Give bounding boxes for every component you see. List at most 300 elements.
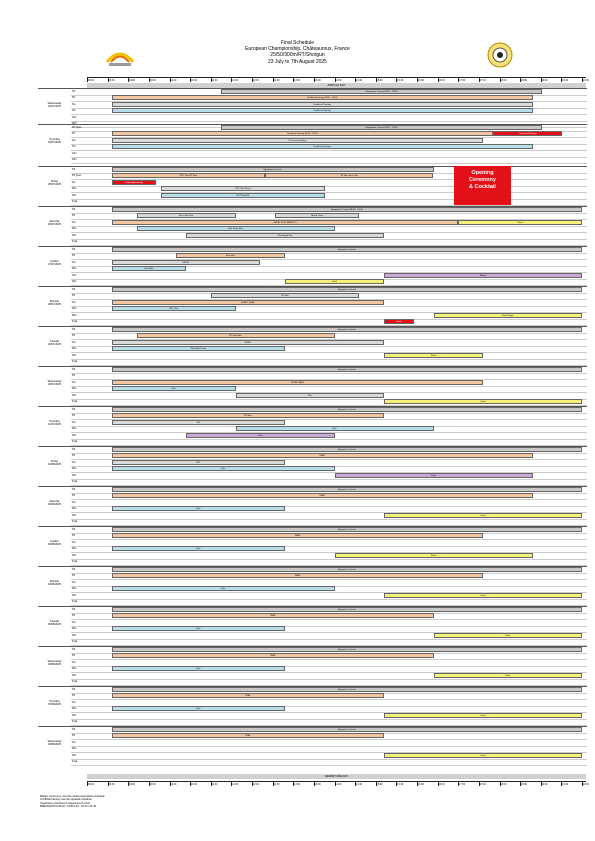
range-label: SG <box>72 109 76 112</box>
time-label: 12:30 <box>273 79 280 82</box>
schedule-event: 50m <box>112 506 285 511</box>
range-label: 25m <box>72 280 77 283</box>
range-label: TR <box>72 407 76 411</box>
range-label: 25m <box>72 307 77 310</box>
range-label: TR <box>72 727 76 731</box>
day-name: Monday <box>49 580 60 583</box>
schedule-event: RT Men <box>211 293 360 298</box>
day-name: Wednesday <box>47 660 62 663</box>
time-label: 15:30 <box>397 783 404 786</box>
schedule-event: PET 25m RF <box>161 193 324 198</box>
day-date: 25/07/2025 <box>48 183 61 187</box>
range-label: Final <box>72 480 78 483</box>
schedule-event: Equipment Control <box>112 327 582 332</box>
schedule-row <box>71 759 587 767</box>
header-dates: 23 July to 7th August 2025 <box>268 58 327 65</box>
range-label: 25m <box>72 393 77 397</box>
day-name: Wednesday <box>47 102 62 105</box>
day-label <box>38 340 71 346</box>
range-label: Final <box>72 600 78 603</box>
timeline-bottom <box>87 781 589 789</box>
day-date: 02/08/2025 <box>48 503 61 507</box>
day-name: Saturday <box>49 500 60 503</box>
schedule-event: Mixed <box>384 273 582 278</box>
schedule-event: Equipment Control <box>112 287 582 292</box>
range-label: SG <box>72 620 76 624</box>
range-label: 25m <box>72 673 77 677</box>
range-label: TR <box>72 167 76 171</box>
footer-note-3: Organisers schedule for Equipment Control <box>40 801 90 805</box>
time-label: 08:30 <box>108 783 115 786</box>
day-name: Sunday <box>50 540 59 543</box>
range-label: TR <box>72 327 76 331</box>
time-label: 08:00 <box>87 79 94 82</box>
time-label: 17:00 <box>459 783 466 786</box>
range-label: SG <box>72 102 76 106</box>
time-label: 12:00 <box>252 783 259 786</box>
day-date: 06/08/2025 <box>48 663 61 667</box>
time-label: 18:30 <box>520 79 527 82</box>
schedule-event: RT Men Run 10m <box>265 173 433 178</box>
schedule-event: 50m <box>112 546 285 551</box>
time-label: 13:00 <box>294 79 301 82</box>
schedule-event: 50m <box>112 586 335 591</box>
schedule-event: TRAP <box>112 453 533 458</box>
range-label: Final <box>72 440 78 443</box>
range-label: 25m <box>72 473 77 477</box>
day-name: Wednesday <box>47 380 62 383</box>
range-label: 50m <box>72 507 77 510</box>
range-label: 50m <box>72 747 77 750</box>
range-label: RT <box>72 654 76 657</box>
day-date: 28/07/2025 <box>48 303 61 307</box>
range-label: RT <box>72 132 76 135</box>
range-label: 10m <box>72 115 77 119</box>
opening-line1: Opening <box>471 170 494 176</box>
range-label: 25m <box>72 513 77 517</box>
range-label: 10m <box>72 151 77 155</box>
range-label: RT <box>72 254 76 257</box>
day-name: Friday <box>50 460 59 463</box>
schedule-event: Technical Meeting <box>493 131 562 136</box>
schedule-event: PET 25m RT Men <box>112 173 265 178</box>
day-date: 30/07/2025 <box>48 383 61 387</box>
time-label: 16:30 <box>438 783 445 786</box>
time-label: 09:00 <box>129 79 136 82</box>
day-date: 23/07/2025 <box>48 105 61 109</box>
day-label <box>38 220 71 226</box>
range-label: 50m <box>72 707 77 710</box>
day-label <box>38 540 71 546</box>
schedule-event: 50m <box>112 386 236 391</box>
range-label: 25m <box>72 233 77 237</box>
range-label: RT <box>72 734 76 737</box>
range-label: RT <box>72 374 76 377</box>
range-label: SG <box>72 380 76 384</box>
schedule-row <box>71 599 587 607</box>
schedule-event: Final <box>384 319 414 324</box>
schedule-event: 50m <box>112 706 285 711</box>
range-label: 50m <box>72 267 77 270</box>
time-label: 10:00 <box>170 79 177 82</box>
range-label: SG <box>72 180 76 184</box>
schedule-event: Unofficial Training 08:00 - 18:00 <box>112 131 493 136</box>
schedule-event: Final <box>434 633 583 638</box>
range-label: RT <box>72 294 76 297</box>
schedule-event: Equipment Control <box>112 247 582 252</box>
schedule-event: SKEET QUAL <box>112 300 384 305</box>
schedule-event: PET 25m <box>112 306 236 311</box>
time-label: 19:00 <box>541 79 548 82</box>
document-header <box>0 40 595 65</box>
range-label: SG <box>72 540 76 544</box>
time-label: 08:30 <box>108 79 115 82</box>
range-label: TR <box>72 607 76 611</box>
time-label: 10:30 <box>190 783 197 786</box>
range-label: 25m <box>72 193 77 197</box>
schedule-event: SG <box>112 420 285 425</box>
time-label: 15:00 <box>376 79 383 82</box>
schedule-event: Equipment Control <box>112 647 582 652</box>
day-label <box>38 138 71 144</box>
time-label: 20:00 <box>582 79 589 82</box>
range-label: 50m <box>72 313 77 317</box>
footer-note-1: Military Ceremony: see the medal presentation schedule <box>40 795 105 798</box>
range-label: 25m <box>72 353 77 357</box>
header-disciplines: 25/50/300m/RT/Shotgun <box>270 52 325 59</box>
schedule-event: SKEET <box>112 260 261 265</box>
day-label <box>38 300 71 306</box>
schedule-event: TRAP <box>112 693 384 698</box>
day-date: 04/08/2025 <box>48 583 61 587</box>
day-date: 07/08/2025 <box>48 703 61 707</box>
range-label: Final <box>72 400 78 403</box>
time-label: 09:30 <box>149 79 156 82</box>
range-label: TR <box>72 567 76 571</box>
range-label: 25m <box>72 713 77 717</box>
day-date: 01/08/2025 <box>48 463 61 467</box>
time-label: 17:00 <box>459 79 466 82</box>
schedule-event: Equipment Control <box>112 367 582 372</box>
range-label: SG <box>72 340 76 344</box>
range-label: Final <box>72 720 78 723</box>
schedule-event: Equipment Control <box>112 447 582 452</box>
day-name: Thursday <box>49 700 60 703</box>
day-label <box>38 500 71 506</box>
schedule-event: Unofficial Training <box>112 108 533 113</box>
range-label: 50m <box>72 187 77 190</box>
day-name: Sunday <box>50 260 59 263</box>
schedule-event: Final <box>384 353 483 358</box>
schedule-event: Equipment Control <box>112 607 582 612</box>
opening-line2: Ceremony <box>469 177 496 183</box>
range-label: SG <box>72 500 76 504</box>
range-label: RT <box>72 414 76 417</box>
schedule-event: 50m <box>112 666 285 671</box>
day-label <box>38 740 71 746</box>
footer-note-4: BREAKFAST/LUNCH: 7:00/12:00 - 19:30 / 21:30 <box>40 805 97 809</box>
range-label: TR <box>72 89 76 93</box>
range-label: 25m <box>72 753 77 757</box>
time-label: 18:00 <box>500 79 507 82</box>
time-label: 08:00 <box>87 783 94 786</box>
time-label: 13:30 <box>314 783 321 786</box>
range-label: 10m <box>72 273 77 277</box>
range-label: Final <box>72 760 78 763</box>
schedule-event: Mixed Team <box>275 213 359 218</box>
schedule-event: TRAP <box>112 733 384 738</box>
schedule-row <box>71 639 587 647</box>
schedule-event: Equipment Control 09:00 - 19:00 <box>221 89 543 94</box>
schedule-event: PET <box>112 460 285 465</box>
day-label <box>38 620 71 626</box>
range-label: SG <box>72 460 76 464</box>
range-label: SG <box>72 660 76 664</box>
time-label: 13:30 <box>314 79 321 82</box>
schedule-event: Pre Event training <box>112 138 483 143</box>
time-label: 20:00 <box>582 783 589 786</box>
time-label: 10:30 <box>190 79 197 82</box>
day-name: Friday <box>50 180 59 183</box>
range-label: RT <box>72 214 76 217</box>
time-label: 16:30 <box>438 79 445 82</box>
header-title: Final Schedule <box>280 40 315 46</box>
range-label: RT <box>72 96 76 99</box>
day-label <box>38 580 71 586</box>
schedule-row <box>71 719 587 727</box>
time-label: 15:30 <box>397 79 404 82</box>
day-date: 26/07/2025 <box>48 223 61 227</box>
day-date: 31/07/2025 <box>48 423 61 427</box>
schedule-event: TRAP <box>112 613 434 618</box>
range-label: RT <box>72 614 76 617</box>
range-label: RT <box>72 494 76 497</box>
schedule-event: Final <box>384 593 582 598</box>
schedule-event: Final <box>335 553 533 558</box>
day-label <box>38 700 71 706</box>
schedule-event: 25m <box>186 433 335 438</box>
range-label: RT <box>72 334 76 337</box>
day-label <box>38 180 71 186</box>
schedule-event: 50m Pistol Men <box>137 226 335 231</box>
range-label: SG <box>72 138 76 142</box>
schedule-event: Equipment Control <box>112 687 582 692</box>
range-label: RT <box>72 454 76 457</box>
range-label: TR <box>72 367 76 371</box>
range-label: 50m <box>72 347 77 350</box>
range-label: Final <box>72 520 78 523</box>
schedule-event: 50m <box>112 626 285 631</box>
schedule-row <box>71 359 587 367</box>
day-date: 06/08/2025 <box>48 743 61 747</box>
schedule-event: RT Men <box>112 413 384 418</box>
schedule-event: Final <box>285 279 384 284</box>
time-label: 19:30 <box>562 79 569 82</box>
range-label: Final <box>72 560 78 563</box>
schedule-event: TRAP <box>112 573 483 578</box>
range-label: 50m <box>72 587 77 590</box>
range-label: TR <box>72 207 76 211</box>
time-label: 15:00 <box>376 783 383 786</box>
time-label: 16:00 <box>417 79 424 82</box>
day-name: Tuesday <box>49 620 60 623</box>
range-label: SG <box>72 220 76 224</box>
departure-day-banner: DEPARTURE DAY <box>87 774 586 779</box>
range-label: RT <box>72 694 76 697</box>
range-label: RT Qual <box>72 174 81 177</box>
opening-ceremony-box <box>454 166 511 205</box>
time-label: 11:00 <box>211 79 218 82</box>
time-label: 09:30 <box>149 783 156 786</box>
range-label: TR <box>72 487 76 491</box>
day-name: Saturday <box>49 220 60 223</box>
schedule-row <box>71 157 587 165</box>
range-label: 50m <box>72 667 77 670</box>
schedule-event: Equipment Control <box>112 527 582 532</box>
schedule-row <box>71 559 587 567</box>
range-label: Final <box>72 200 78 203</box>
day-label <box>38 102 71 108</box>
schedule-event: Run Men <box>176 253 285 258</box>
range-label: 50m <box>72 627 77 630</box>
time-label: 17:30 <box>479 783 486 786</box>
day-name: Wednesday <box>47 740 62 743</box>
time-label: 18:30 <box>520 783 527 786</box>
range-label: Final <box>72 240 78 243</box>
range-label: TR <box>72 287 76 291</box>
time-label: 19:30 <box>562 783 569 786</box>
range-label: 50m <box>72 227 77 230</box>
schedule-row <box>71 439 587 447</box>
schedule-event: Unofficial Training <box>112 144 533 149</box>
schedule-event: Equipment Control <box>112 487 582 492</box>
header-event: European Championship, Châteauroux, France <box>245 46 350 53</box>
schedule-event: Final <box>384 713 582 718</box>
range-label: SG <box>72 740 76 744</box>
range-label: RT <box>72 574 76 577</box>
schedule-event: TRAP <box>112 533 483 538</box>
range-label: Final <box>72 680 78 683</box>
schedule-event: Final Stage <box>434 313 583 318</box>
range-label: 50m <box>72 467 77 470</box>
day-label <box>38 460 71 466</box>
schedule-event: Final <box>384 753 582 758</box>
range-label: Final <box>72 320 78 323</box>
schedule-event: Unofficial training 08:00 - 18:00 <box>112 95 533 100</box>
range-label: SG <box>72 700 76 704</box>
schedule-event: 50m Rifle Prone <box>112 346 285 351</box>
time-label: 18:00 <box>500 783 507 786</box>
day-label <box>38 420 71 426</box>
opening-line3: & Cocktail <box>469 184 496 190</box>
schedule-event: 25m Rapid Fire <box>186 233 384 238</box>
schedule-event: Final <box>384 399 582 404</box>
range-label: Final <box>72 640 78 643</box>
schedule-event: RT 50m Men <box>137 333 335 338</box>
schedule-row <box>71 319 587 327</box>
day-name: Tuesday <box>49 340 60 343</box>
range-label: 50m <box>72 547 77 550</box>
range-label: TR <box>72 527 76 531</box>
range-label: RT <box>72 534 76 537</box>
schedule-event: TRAP <box>112 493 533 498</box>
time-label: 14:30 <box>355 783 362 786</box>
time-label: 11:00 <box>211 783 218 786</box>
schedule-event: Unofficial Training <box>112 102 533 107</box>
schedule-event: Unfriendly training <box>112 180 157 185</box>
range-label: SG <box>72 420 76 424</box>
day-date: 24/07/2025 <box>48 141 61 145</box>
range-label: TR <box>72 447 76 451</box>
time-label: 16:00 <box>417 783 424 786</box>
schedule-event: SKEET <box>112 340 384 345</box>
range-label: TR <box>72 647 76 651</box>
day-label <box>38 660 71 666</box>
range-label: 25m <box>72 593 77 597</box>
schedule-event: 50m Rifle <box>112 266 186 271</box>
time-label: 19:00 <box>541 783 548 786</box>
range-label: 50m <box>72 427 77 430</box>
range-label: 25m <box>72 553 77 557</box>
day-name: Monday <box>49 300 60 303</box>
schedule-event: SKEET MEN <box>112 380 483 385</box>
time-label: 14:30 <box>355 79 362 82</box>
schedule-event: Equipment Control <box>112 567 582 572</box>
schedule-event: Final <box>384 513 582 518</box>
schedule-event: 50m <box>236 426 434 431</box>
range-label: 25m <box>72 158 77 161</box>
day-name: Thursday <box>49 420 60 423</box>
day-date: 27/07/2025 <box>48 263 61 267</box>
day-date: 05/08/2025 <box>48 623 61 627</box>
day-date: 03/08/2025 <box>48 543 61 547</box>
schedule-row <box>71 239 587 247</box>
schedule-event: Final <box>458 220 582 225</box>
schedule-event: 25m <box>236 393 385 398</box>
day-date: 29/07/2025 <box>48 343 61 347</box>
time-label: 12:00 <box>252 79 259 82</box>
schedule-event: Equipment Control 08:00 - 18:00 <box>112 207 582 212</box>
range-label: TR <box>72 687 76 691</box>
range-label: SG <box>72 300 76 304</box>
schedule-event: Equipment Control 09:00 - 19:00 <box>221 125 543 130</box>
range-label: PRT <box>72 122 77 125</box>
range-label: 25m <box>72 633 77 637</box>
schedule-event: TRAP <box>112 653 434 658</box>
time-label: 12:30 <box>273 783 280 786</box>
time-label: 13:00 <box>294 783 301 786</box>
time-label: 14:00 <box>335 79 342 82</box>
range-label: SG <box>72 145 76 148</box>
range-label: Final <box>72 360 78 363</box>
range-label: SG <box>72 260 76 264</box>
day-label <box>38 260 71 266</box>
time-label: 10:00 <box>170 783 177 786</box>
time-label: 09:00 <box>129 783 136 786</box>
schedule-event: SKEET M-W TARGETS <box>112 220 459 225</box>
schedule-event: Run Final 10m <box>137 213 236 218</box>
day-label <box>38 380 71 386</box>
time-label: 17:30 <box>479 79 486 82</box>
schedule-row <box>71 519 587 527</box>
range-label: 25m <box>72 433 77 437</box>
schedule-event: PET 25m Pistol <box>161 186 324 191</box>
arrival-day-banner: ARRIVAL DAY <box>87 83 586 88</box>
range-label: SG <box>72 580 76 584</box>
day-name: Thursday <box>49 138 60 141</box>
schedule-event: Equipment Control <box>112 727 582 732</box>
schedule-event: Equipment Control <box>112 407 582 412</box>
